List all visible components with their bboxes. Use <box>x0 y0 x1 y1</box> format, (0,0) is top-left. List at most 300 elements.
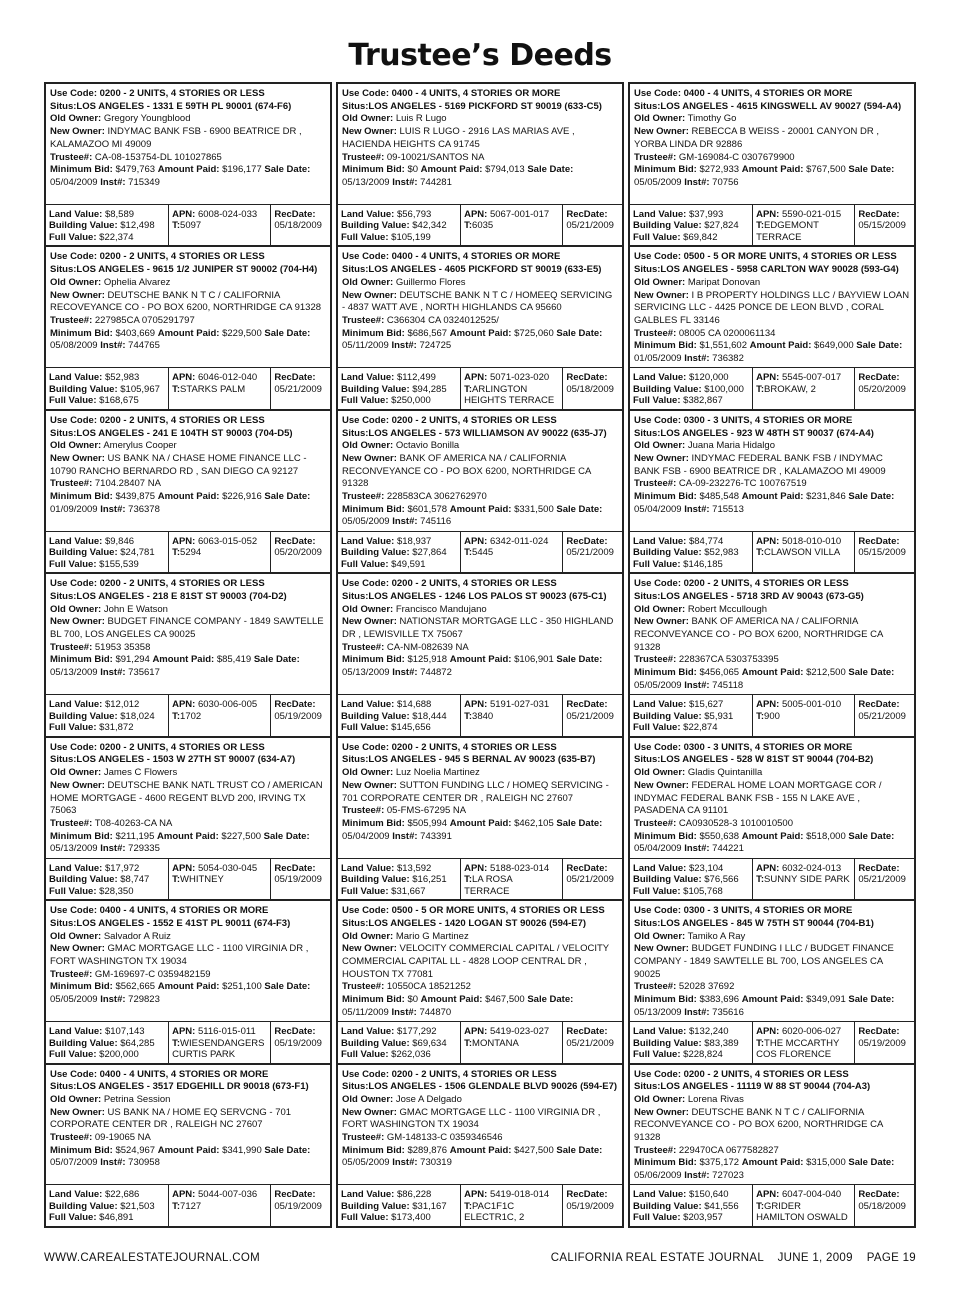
land-value-label: Land Value: <box>341 535 395 547</box>
amount-paid-label: Amount Paid: <box>449 1144 512 1156</box>
old-owner-name: Mario G Martinez <box>395 930 469 942</box>
amount-paid-label: Amount Paid: <box>449 817 512 829</box>
tract-label: T: <box>172 710 181 722</box>
building-value: $41,556 <box>704 1200 739 1212</box>
tract-line <box>756 547 851 559</box>
situs-address: LOS ANGELES - 923 W 48TH ST 90037 (674-A4) <box>660 427 874 439</box>
bid-line <box>342 1145 618 1170</box>
apn-line <box>172 1189 267 1201</box>
deed-details <box>338 574 622 694</box>
tract-label: T: <box>756 547 765 559</box>
bid-line <box>50 981 326 1006</box>
rec-date-cell <box>854 532 914 573</box>
new-owner-line <box>342 943 618 981</box>
rec-date-value: 05/20/2009 <box>274 547 322 559</box>
apn-label: APN: <box>172 862 196 874</box>
apn-line <box>172 372 267 384</box>
rec-date-cell <box>562 1185 622 1226</box>
rec-date-value: 05/18/2009 <box>858 1200 906 1212</box>
footer-website[interactable]: WWW.CAREALESTATEJOURNAL.COM <box>44 1252 260 1264</box>
new-owner-name: INDYMAC FEDERAL BANK FSB / INDYMAC BANK FSB - 6900 BEATRICE DR , KALAMAZOO MI 49009 <box>634 452 886 477</box>
new-owner-label: New Owner: <box>342 452 397 464</box>
amount-paid-label: Amount Paid: <box>157 491 220 503</box>
apn-line <box>464 1189 559 1201</box>
new-owner-line <box>342 616 618 641</box>
building-value: $94,285 <box>412 383 447 395</box>
trustee-number: T08-40263-CA NA <box>94 817 173 829</box>
new-owner-line <box>634 1107 910 1145</box>
situs-line <box>50 264 326 277</box>
minimum-bid-label: Minimum Bid: <box>342 164 405 176</box>
situs-line <box>50 428 326 441</box>
old-owner-line <box>50 767 326 780</box>
situs-address: LOS ANGELES - 528 W 81ST ST 90044 (704-B2) <box>660 754 874 766</box>
old-owner-line <box>634 1094 910 1107</box>
deed-record <box>628 82 916 247</box>
old-owner-line <box>50 277 326 290</box>
tract-name: 1702 <box>180 710 202 722</box>
minimum-bid-label: Minimum Bid: <box>342 817 405 829</box>
minimum-bid-value: $1,551,602 <box>699 340 747 352</box>
minimum-bid-value: $272,933 <box>699 164 740 176</box>
rec-date-label: RecDate: <box>566 208 608 220</box>
sale-date-label: Sale Date: <box>264 491 311 503</box>
value-cell <box>46 1022 168 1063</box>
trustee-line <box>50 818 326 831</box>
deed-record <box>44 736 332 901</box>
tract-label: T: <box>172 220 181 232</box>
use-code-line <box>342 905 618 918</box>
full-value-line <box>49 886 165 898</box>
situs-line <box>50 918 326 931</box>
land-value-line <box>633 1189 749 1201</box>
new-owner-label: New Owner: <box>50 289 105 301</box>
apn-number: 6342-011-024 <box>489 535 549 547</box>
rec-date-value: 05/19/2009 <box>566 1200 614 1212</box>
new-owner-line <box>634 616 910 654</box>
use-code-line <box>50 88 326 101</box>
apn-number: 5018-010-010 <box>781 535 842 547</box>
tract-name: EDGEMONT TERRACE <box>756 220 819 243</box>
situs-address: LOS ANGELES - 241 E 104TH ST 90003 (704-D5) <box>76 427 293 439</box>
minimum-bid-value: $383,696 <box>699 994 740 1006</box>
new-owner-label: New Owner: <box>634 289 689 301</box>
deed-details <box>630 1065 914 1185</box>
new-owner-name: FEDERAL HOME LOAN MORTGAGE COR / INDYMAC FEDERAL BANK FSB - 155 N LAKE AVE , PASADENA CA 91101 <box>634 779 882 817</box>
deed-values <box>338 858 622 900</box>
tract-name: 5445 <box>472 547 494 559</box>
building-value: $8,747 <box>120 874 150 886</box>
inst-label: Inst#: <box>684 176 710 188</box>
full-value-label: Full Value: <box>633 722 681 734</box>
deed-details <box>46 1065 330 1185</box>
old-owner-name: Francisco Mandujano <box>395 603 487 615</box>
deed-record <box>336 245 624 410</box>
minimum-bid-label: Minimum Bid: <box>50 327 113 339</box>
land-value-line <box>633 863 749 875</box>
inst-label: Inst#: <box>100 176 126 188</box>
building-value-label: Building Value: <box>49 383 118 395</box>
land-value-line <box>49 699 165 711</box>
trustee-number: 09-10021/SANTOS NA <box>386 151 485 163</box>
building-value-label: Building Value: <box>49 710 118 722</box>
apn-line <box>756 209 851 221</box>
sale-date-value: 01/05/2009 <box>634 353 682 365</box>
sale-date-value: 05/11/2009 <box>342 340 389 352</box>
value-cell <box>46 859 168 900</box>
new-owner-label: New Owner: <box>50 779 105 791</box>
old-owner-label: Old Owner: <box>634 440 686 452</box>
apn-line <box>172 863 267 875</box>
use-code-line <box>50 251 326 264</box>
apn-number: 6030-006-005 <box>197 699 258 711</box>
apn-line <box>464 536 559 548</box>
building-value-label: Building Value: <box>633 220 702 232</box>
situs-address: LOS ANGELES - 1331 E 59TH PL 90001 (674-F6) <box>76 100 292 112</box>
apn-label: APN: <box>464 535 488 547</box>
minimum-bid-value: $485,548 <box>699 491 740 503</box>
deed-values <box>630 694 914 736</box>
rec-date-label: RecDate: <box>858 372 900 384</box>
new-owner-label: New Owner: <box>634 126 689 138</box>
building-value: $5,931 <box>704 710 734 722</box>
building-value: $24,781 <box>120 547 155 559</box>
rec-date-cell <box>270 205 330 246</box>
value-cell <box>338 368 460 409</box>
apn-number: 6032-024-013 <box>781 862 842 874</box>
full-value: $31,667 <box>391 885 426 897</box>
tract-label: T: <box>464 1037 473 1049</box>
amount-paid-label: Amount Paid: <box>157 830 219 842</box>
new-owner-name: VELOCITY COMMERCIAL CAPITAL / VELOCITY COMMERCIAL CAPITAL LL - 4828 LOOP CENTRAL DR , HOUSTON TX 77081 <box>342 943 609 980</box>
new-owner-line <box>50 943 326 968</box>
tract-label: T: <box>756 874 765 886</box>
full-value-line <box>633 1212 749 1224</box>
amount-paid-value: $649,000 <box>814 340 854 352</box>
apn-cell <box>460 695 562 736</box>
tract-label: T: <box>464 547 473 559</box>
old-owner-name: Tamiko A Ray <box>687 930 746 942</box>
apn-line <box>756 863 851 875</box>
value-cell <box>46 695 168 736</box>
full-value-label: Full Value: <box>341 395 389 407</box>
sale-date-value: 05/13/2009 <box>634 1006 682 1018</box>
situs-label: Situs: <box>342 100 369 112</box>
full-value-line <box>633 886 749 898</box>
trustee-label: Trustee#: <box>50 817 93 829</box>
inst-label: Inst#: <box>392 1157 418 1169</box>
situs-address: LOS ANGELES - 3517 EDGEHILL DR 90018 (673-F1) <box>76 1081 309 1093</box>
tract-line <box>464 1201 559 1224</box>
old-owner-label: Old Owner: <box>342 440 394 452</box>
minimum-bid-value: $0 <box>407 164 419 176</box>
minimum-bid-label: Minimum Bid: <box>342 654 405 666</box>
rec-date-label: RecDate: <box>566 1026 608 1038</box>
trustee-number: CA0930528-3 1010010500 <box>678 817 793 829</box>
building-value-label: Building Value: <box>341 1037 410 1049</box>
inst-label: Inst#: <box>684 1170 710 1182</box>
sale-date-value: 05/05/2009 <box>50 994 98 1006</box>
deed-details <box>338 1065 622 1185</box>
minimum-bid-label: Minimum Bid: <box>50 164 113 176</box>
deed-record <box>628 572 916 737</box>
building-value: $16,251 <box>412 874 447 886</box>
trustee-line <box>342 491 618 504</box>
inst-label: Inst#: <box>100 503 126 515</box>
old-owner-name: Timothy Go <box>687 113 737 125</box>
old-owner-line <box>634 113 910 126</box>
trustee-line <box>634 478 910 491</box>
building-value: $18,444 <box>412 710 447 722</box>
tract-line <box>172 711 267 723</box>
situs-label: Situs: <box>634 100 661 112</box>
full-value: $28,350 <box>99 885 134 897</box>
minimum-bid-value: $375,172 <box>699 1157 740 1169</box>
amount-paid-value: $794,013 <box>485 164 525 176</box>
situs-label: Situs: <box>50 100 77 112</box>
deed-record <box>336 409 624 574</box>
tract-name: 7127 <box>180 1200 202 1212</box>
old-owner-label: Old Owner: <box>634 767 686 779</box>
full-value-label: Full Value: <box>49 1212 97 1224</box>
land-value-label: Land Value: <box>633 535 687 547</box>
value-cell <box>630 205 752 246</box>
situs-label: Situs: <box>342 264 369 276</box>
old-owner-name: Robert Mccullough <box>687 603 768 615</box>
minimum-bid-value: $91,294 <box>115 654 150 666</box>
building-value: $21,503 <box>120 1200 155 1212</box>
full-value-label: Full Value: <box>341 885 389 897</box>
deed-details <box>46 574 330 694</box>
value-cell <box>338 1185 460 1226</box>
building-value-line <box>49 874 165 886</box>
deed-details <box>630 247 914 367</box>
apn-label: APN: <box>172 699 196 711</box>
apn-number: 5419-023-027 <box>489 1026 550 1038</box>
bid-line <box>50 1145 326 1170</box>
apn-cell <box>752 1185 854 1226</box>
full-value-line <box>49 1049 165 1061</box>
full-value: $262,036 <box>391 1049 431 1061</box>
trustee-number: CA-NM-082639 NA <box>386 641 469 653</box>
value-cell <box>338 695 460 736</box>
tract-label: T: <box>172 547 181 559</box>
value-cell <box>338 532 460 573</box>
apn-line <box>464 699 559 711</box>
use-code: Use Code: 0200 - 2 UNITS, 4 STORIES OR LESS <box>50 251 265 263</box>
use-code-line <box>50 415 326 428</box>
tract-line <box>464 547 559 559</box>
tract-line <box>756 1038 851 1061</box>
apn-cell <box>168 1022 270 1063</box>
full-value-label: Full Value: <box>341 722 389 734</box>
land-value: $120,000 <box>688 372 729 384</box>
bid-line <box>342 994 618 1019</box>
old-owner-label: Old Owner: <box>50 930 102 942</box>
trustee-line <box>50 642 326 655</box>
apn-cell <box>752 368 854 409</box>
apn-number: 5005-001-010 <box>781 699 842 711</box>
apn-cell <box>168 532 270 573</box>
full-value-label: Full Value: <box>633 1212 681 1224</box>
bid-line <box>342 328 618 353</box>
situs-address: LOS ANGELES - 218 E 81ST ST 90003 (704-D2) <box>76 590 287 602</box>
rec-date-cell <box>854 859 914 900</box>
amount-paid-value: $349,091 <box>806 994 846 1006</box>
building-value: $27,824 <box>704 220 739 232</box>
deed-details <box>338 247 622 367</box>
tract-line <box>172 384 267 396</box>
tract-label: T: <box>172 874 181 886</box>
sale-date-value: 05/13/2009 <box>50 843 98 855</box>
tract-line <box>172 547 267 559</box>
rec-date-label: RecDate: <box>566 535 608 547</box>
tract-line <box>464 384 559 407</box>
trustee-label: Trustee#: <box>342 151 385 163</box>
sale-date-value: 05/04/2009 <box>634 843 682 855</box>
use-code: Use Code: 0400 - 4 UNITS, 4 STORIES OR MORE <box>50 1068 269 1080</box>
use-code: Use Code: 0400 - 4 UNITS, 4 STORIES OR MORE <box>634 88 853 99</box>
land-value-label: Land Value: <box>49 699 103 711</box>
new-owner-line <box>634 453 910 478</box>
full-value-label: Full Value: <box>49 722 97 734</box>
amount-paid-label: Amount Paid: <box>741 164 804 176</box>
minimum-bid-label: Minimum Bid: <box>342 327 405 339</box>
apn-cell <box>168 859 270 900</box>
new-owner-line <box>50 290 326 315</box>
sale-date-value: 05/04/2009 <box>342 830 390 842</box>
situs-line <box>342 754 618 767</box>
value-cell <box>630 1185 752 1226</box>
trustee-number: 52028 37692 <box>678 981 735 993</box>
amount-paid-label: Amount Paid: <box>449 327 512 339</box>
inst-number: 735616 <box>712 1006 744 1018</box>
value-cell <box>338 205 460 246</box>
tract-name: PAC1F1C ELECTR1C, 2 <box>464 1200 525 1224</box>
new-owner-label: New Owner: <box>50 616 105 628</box>
building-value-line <box>341 220 457 232</box>
old-owner-label: Old Owner: <box>50 276 102 288</box>
amount-paid-label: Amount Paid: <box>749 340 812 352</box>
amount-paid-value: $331,500 <box>514 503 554 515</box>
situs-label: Situs: <box>342 754 369 766</box>
land-value: $9,846 <box>104 535 135 547</box>
sale-date-label: Sale Date: <box>856 340 903 352</box>
trustee-number: 05-FMS-67295 NA <box>386 805 467 817</box>
sale-date-label: Sale Date: <box>264 164 311 176</box>
land-value: $17,972 <box>104 862 140 874</box>
old-owner-line <box>634 277 910 290</box>
deed-record <box>336 899 624 1064</box>
full-value-label: Full Value: <box>49 558 97 570</box>
tract-line <box>756 220 851 243</box>
full-value-label: Full Value: <box>49 395 97 407</box>
deed-record <box>628 899 916 1064</box>
situs-address: LOS ANGELES - 5718 3RD AV 90043 (673-G5) <box>660 590 864 602</box>
building-value-line <box>49 711 165 723</box>
building-value: $100,000 <box>704 383 744 395</box>
new-owner-name: US BANK NA / HOME EQ SERVCNG - 701 CORPORATE CENTER DR , RALEIGH NC 27607 <box>50 1106 292 1131</box>
land-value: $84,774 <box>688 535 724 547</box>
land-value-label: Land Value: <box>49 862 103 874</box>
apn-line <box>464 1026 559 1038</box>
use-code: Use Code: 0200 - 2 UNITS, 4 STORIES OR LESS <box>50 414 265 426</box>
amount-paid-value: $427,500 <box>514 1144 554 1156</box>
use-code-line <box>634 251 910 264</box>
old-owner-label: Old Owner: <box>634 603 686 615</box>
situs-address: LOS ANGELES - 5169 PICKFORD ST 90019 (633-C5) <box>368 100 602 112</box>
trustee-number: 7104.28407 NA <box>94 478 161 490</box>
rec-date-value: 05/15/2009 <box>858 547 906 559</box>
bid-line <box>634 831 910 856</box>
value-cell <box>630 532 752 573</box>
building-value-line <box>49 384 165 396</box>
use-code: Use Code: 0200 - 2 UNITS, 4 STORIES OR LESS <box>342 1068 557 1080</box>
building-value: $64,285 <box>120 1037 155 1049</box>
trustee-number: C366304 CA 0324012525/ <box>386 314 499 326</box>
full-value-label: Full Value: <box>633 885 681 897</box>
rec-date-label: RecDate: <box>858 699 900 711</box>
new-owner-label: New Owner: <box>342 1106 397 1118</box>
minimum-bid-label: Minimum Bid: <box>50 491 113 503</box>
apn-label: APN: <box>172 372 196 384</box>
use-code: Use Code: 0200 - 2 UNITS, 4 STORIES OR LESS <box>342 414 557 426</box>
building-value-label: Building Value: <box>49 874 118 886</box>
use-code: Use Code: 0300 - 3 UNITS, 4 STORIES OR MORE <box>634 741 853 753</box>
new-owner-name: DEUTSCHE BANK N T C / HOMEEQ SERVICING - 4837 WATT AVE , NORTH HIGHLANDS CA 95660 <box>342 289 613 314</box>
deed-values <box>338 367 622 409</box>
deed-values <box>46 1184 330 1226</box>
trustee-line <box>634 981 910 994</box>
land-value-line <box>633 536 749 548</box>
trustee-label: Trustee#: <box>634 478 677 490</box>
land-value-line <box>341 372 457 384</box>
apn-label: APN: <box>172 208 196 220</box>
apn-cell <box>752 205 854 246</box>
deed-details <box>338 901 622 1021</box>
inst-label: Inst#: <box>684 679 710 691</box>
amount-paid-value: $227,500 <box>221 830 262 842</box>
building-value-label: Building Value: <box>49 547 118 559</box>
rec-date-label: RecDate: <box>858 208 900 220</box>
deed-values <box>338 531 622 573</box>
rec-date-cell <box>270 368 330 409</box>
tract-line <box>756 1201 851 1224</box>
building-value-line <box>49 1201 165 1213</box>
new-owner-line <box>342 780 618 805</box>
tract-line <box>464 711 559 723</box>
apn-cell <box>752 532 854 573</box>
inst-number: 724725 <box>419 340 452 352</box>
building-value-label: Building Value: <box>633 1037 702 1049</box>
old-owner-line <box>634 767 910 780</box>
trustee-label: Trustee#: <box>342 981 385 993</box>
trustee-label: Trustee#: <box>342 314 385 326</box>
minimum-bid-label: Minimum Bid: <box>50 1144 113 1156</box>
old-owner-line <box>342 767 618 780</box>
tract-name: WIESENDANGERS CURTIS PARK <box>172 1037 265 1061</box>
bid-line <box>634 667 910 692</box>
apn-number: 6063-015-052 <box>197 535 258 547</box>
situs-line <box>634 428 910 441</box>
situs-line <box>342 1081 618 1094</box>
land-value-label: Land Value: <box>633 372 687 384</box>
minimum-bid-label: Minimum Bid: <box>342 1144 405 1156</box>
apn-label: APN: <box>464 1026 488 1038</box>
inst-number: 735617 <box>128 667 160 679</box>
apn-label: APN: <box>464 208 488 220</box>
old-owner-name: Juana Maria Hidalgo <box>687 440 775 452</box>
